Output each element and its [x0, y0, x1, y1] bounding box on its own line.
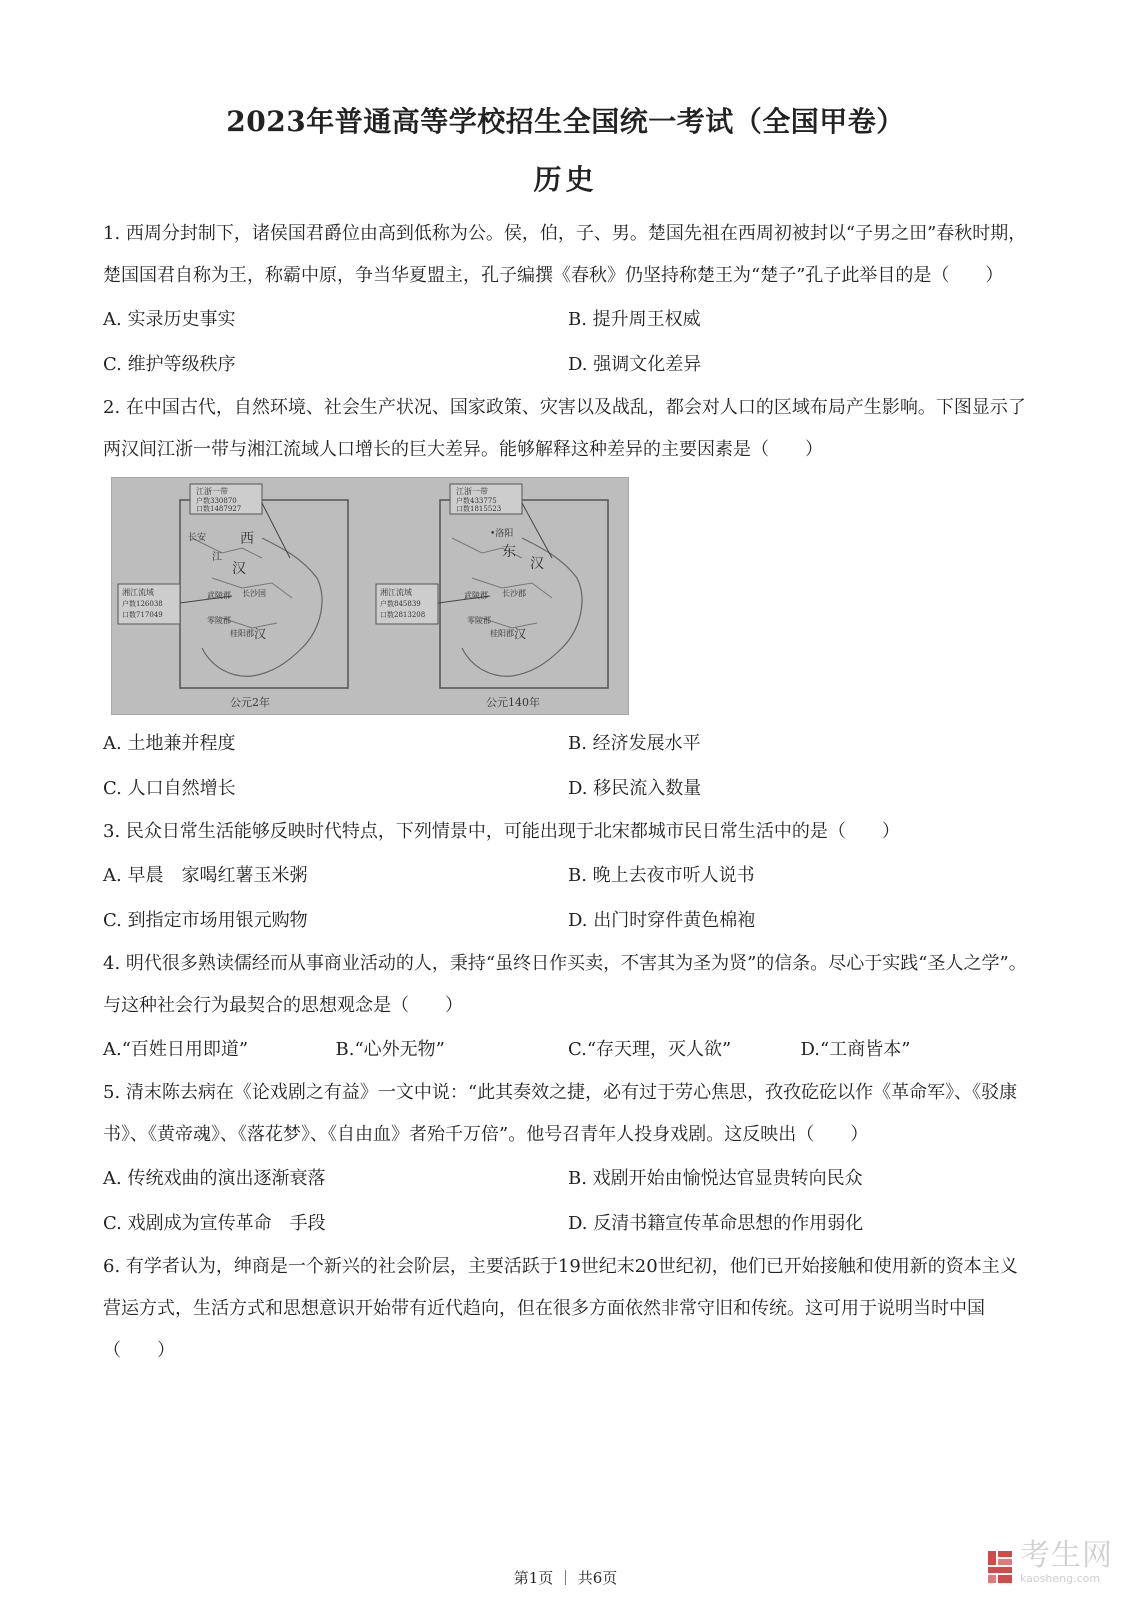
option-d: D. 移民流入数量 [568, 778, 702, 799]
left-label-8: 户数126038 [122, 600, 163, 608]
right-label-10: 长沙郡 [502, 589, 526, 598]
right-map-caption: 公元140年 [486, 696, 540, 709]
question-1-options [103, 297, 1033, 387]
option-c: C. 维护等级秩序 [103, 354, 236, 375]
question-6-stem: 6. 有学者认为，绅商是一个新兴的社会阶层，主要活跃于19世纪末20世纪初，他们已开始接触和使用新的资本主义营运方式，生活方式和思想意识开始带有近代趋向，但在很多方面依然非常守旧和传统。这可用于说明当时中国（ ） [103, 1256, 1018, 1361]
question-1-stem: 1. 西周分封制下，诸侯国君爵位由高到低称为公。侯，伯，子、男。楚国先祖在西周初被封以“子男之田”春秋时期，楚国国君自称为王，称霸中原，争当华夏盟主，孔子编撰《春秋》仍坚持称楚王为“楚子”孔子此举目的是（ ） [103, 223, 1027, 286]
right-label-11: 零陵郡 [467, 616, 491, 625]
population-maps [112, 478, 628, 714]
left-label-4: 西 [240, 531, 254, 547]
right-label-9: 武陵郡 [464, 591, 488, 600]
question-5-stem: 5. 清末陈去病在《论戏剧之有益》一文中说：“此其奏效之捷，必有过于劳心焦思，孜孜矻矻以作《革命军》、《驳康书》、《黄帝魂》、《落花梦》、《自由血》者殆千万倍”。他号召青年人投身戏剧。这反映出（ ） [103, 1082, 1018, 1145]
right-callout-line-1 [522, 503, 552, 558]
question-4-stem: 4. 明代很多熟读儒经而从事商业活动的人，秉持“虽终日作买卖，不害其为圣为贤”的信条。尽心于实践“圣人之学”。与这种社会行为最契合的思想观念是（ ） [103, 953, 1027, 1016]
right-label-12: 桂阳郡 [490, 629, 514, 638]
left-label-7: 湘江流域 [122, 588, 154, 597]
page-footer: 第1页 ｜ 共6页 [513, 1569, 618, 1587]
option-a: A. 早晨 家喝红薯玉米粥 [103, 865, 308, 886]
right-label-8: 口数2813208 [380, 611, 426, 619]
question-list [103, 213, 1033, 1372]
question-5-options [103, 1156, 1033, 1246]
left-label-3: 长安 [188, 533, 207, 543]
right-label-7: 户数845839 [380, 600, 421, 608]
question-2-stem: 2. 在中国古代，自然环境、社会生产状况、国家政策、灾害以及战乱，都会对人口的区域布局产生影响。下图显示了两汉间江浙一带与湘江流域人口增长的巨大差异。能够解释这种差异的主要因素是（ ） [103, 397, 1026, 460]
option-d: D. 出门时穿件黄色棉袍 [568, 910, 756, 931]
question-3-stem: 3. 民众日常生活能够反映时代特点，下列情景中，可能出现于北宋都城市民日常生活中的是（ ） [103, 821, 900, 842]
left-label-12: 零陵郡 [207, 616, 231, 625]
question-4-options [103, 1027, 1033, 1072]
option-b: B. 提升周王权威 [568, 309, 701, 330]
right-label-3: •洛阳 [490, 529, 514, 539]
watermark-name: 考生网 [1020, 1538, 1113, 1573]
watermark-url: kaosheng.com [1020, 1572, 1101, 1585]
option-a: A. 土地兼并程度 [103, 733, 236, 754]
option-c: C. 到指定市场用银元购物 [103, 910, 308, 931]
left-label-13: 桂阳郡 [230, 629, 254, 638]
left-label-9: 口数717049 [122, 611, 163, 619]
left-label-1: 户数330870 [196, 497, 237, 505]
right-label-2: 口数1815523 [456, 505, 502, 513]
right-label-5: 汉 [530, 556, 544, 572]
option-b: B. 晚上去夜市听人说书 [568, 865, 755, 886]
option-b: B. 经济发展水平 [568, 733, 701, 754]
right-map-coast [462, 538, 582, 676]
subject-title: 历史 [533, 163, 598, 196]
question-3-options [103, 853, 1033, 943]
option-c: C. 人口自然增长 [103, 778, 236, 799]
left-callout-line-1 [262, 503, 290, 558]
option-a: A. 传统戏曲的演出逐渐衰落 [103, 1168, 326, 1189]
option-a: A. 实录历史事实 [103, 309, 236, 330]
right-label-6: 湘江流域 [380, 588, 412, 597]
right-label-0: 江浙一带 [456, 487, 488, 496]
question-2-options [103, 721, 1033, 811]
left-label-10: 武陵郡 [207, 591, 231, 600]
option-d: D. 强调文化差异 [568, 354, 702, 375]
option-c: C.“存天理，灭人欲” [568, 1039, 732, 1060]
option-d: D.“工商皆本” [800, 1039, 911, 1060]
right-label-4: 东 [502, 544, 516, 560]
right-label-1: 户数433775 [456, 497, 497, 505]
option-a: A.“百姓日用即道” [103, 1039, 249, 1060]
option-c: C. 戏剧成为宣传革命 手段 [103, 1213, 326, 1234]
left-label-0: 江浙一带 [196, 487, 228, 496]
population-map-figure [111, 477, 629, 715]
left-map-rivers [192, 538, 292, 628]
left-label-6: 江 [212, 552, 222, 563]
left-label-11: 长沙国 [242, 589, 266, 598]
option-d: D. 反清书籍宣传革命思想的作用弱化 [568, 1213, 864, 1234]
option-b: B.“心外无物” [335, 1039, 445, 1060]
left-label-14: 汉 [254, 627, 267, 641]
exam-title: 2023年普通高等学校招生全国统一考试（全国甲卷） [226, 105, 905, 138]
left-map-caption: 公元2年 [230, 696, 270, 709]
left-label-5: 汉 [232, 561, 246, 577]
left-label-2: 口数1487927 [196, 505, 242, 513]
right-label-13: 汉 [514, 627, 527, 641]
option-b: B. 戏剧开始由愉悦达官显贵转向民众 [568, 1168, 863, 1189]
